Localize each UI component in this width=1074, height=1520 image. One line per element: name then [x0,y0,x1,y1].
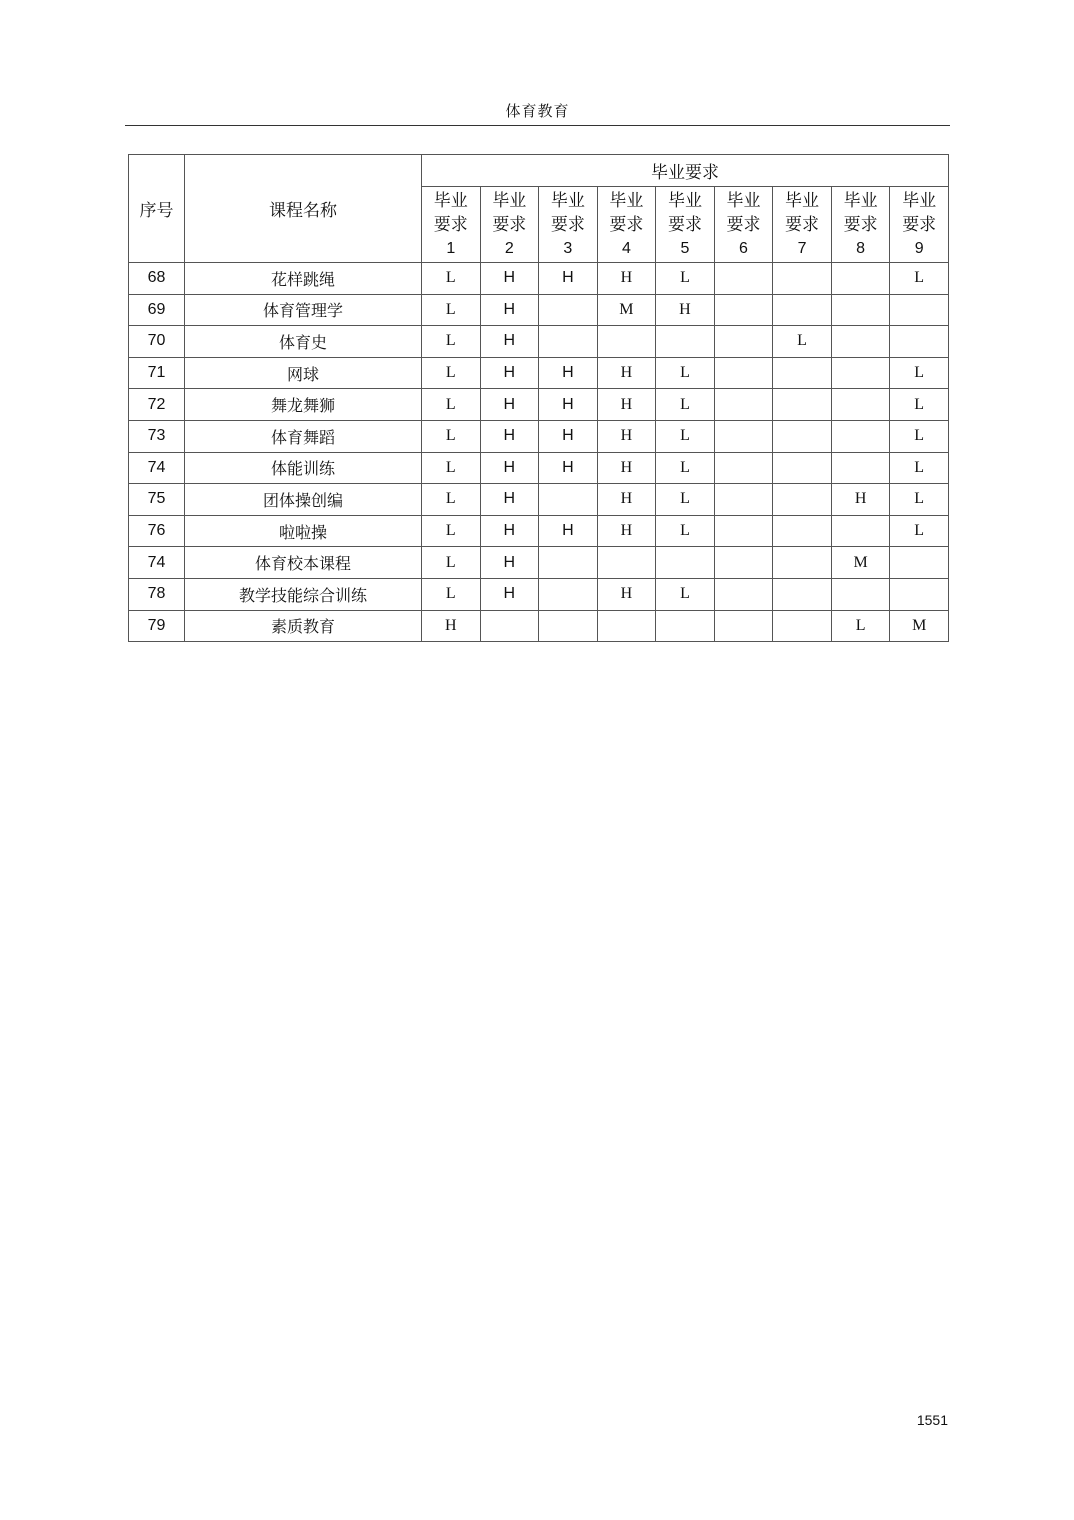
requirement-level-cell: H [539,452,598,484]
page-number: 1551 [916,1412,948,1428]
requirement-header-label-top [890,189,948,237]
course-name: 团体操创编 [185,484,422,516]
requirement-level-cell: H [422,610,481,642]
requirement-level-cell [831,389,890,421]
requirement-header-6 [714,187,773,263]
requirement-header-line: 要求 [726,214,761,235]
requirement-level-cell: L [422,420,481,452]
requirement-level-cell [714,326,773,358]
row-index: 78 [129,578,185,610]
course-name: 体育校本课程 [185,547,422,579]
requirement-level-cell: L [831,610,890,642]
requirement-level-cell [773,452,832,484]
requirement-level-cell: L [422,263,481,295]
requirement-level-cell: H [597,578,656,610]
requirement-level-cell [831,263,890,295]
requirement-header-line: 要求 [902,214,937,235]
column-header-course: 课程名称 [185,155,422,263]
requirement-level-cell [831,578,890,610]
course-name: 教学技能综合训练 [185,578,422,610]
course-name: 舞龙舞狮 [185,389,422,421]
requirement-level-cell: L [656,357,715,389]
requirement-header-number: 2 [504,239,514,257]
requirement-header-line: 毕业 [609,190,644,211]
requirement-level-cell: L [890,420,949,452]
requirement-header-number: 9 [914,239,924,257]
group-header-requirements: 毕业要求 [422,155,949,187]
row-index: 73 [129,420,185,452]
requirement-level-cell: L [656,578,715,610]
requirement-level-cell: H [597,452,656,484]
requirement-level-cell: L [890,484,949,516]
running-header: 体育教育 [505,102,570,120]
requirement-level-cell [714,420,773,452]
requirement-level-cell: L [422,578,481,610]
table-row [129,357,949,389]
row-index: 79 [129,610,185,642]
requirement-level-cell [890,326,949,358]
requirement-level-cell [773,484,832,516]
requirement-level-cell: M [831,547,890,579]
requirement-level-cell: H [539,263,598,295]
course-name: 花样跳绳 [185,263,422,295]
table-row [129,263,949,295]
requirement-header-line: 毕业 [492,190,527,211]
requirement-header-9 [890,187,949,263]
table-row [129,326,949,358]
requirement-level-cell [773,357,832,389]
header-rule [125,125,950,126]
requirement-header-label-top [539,189,597,237]
requirement-level-cell: L [773,326,832,358]
requirement-level-cell: L [656,263,715,295]
requirement-level-cell [597,610,656,642]
requirement-level-cell: L [656,452,715,484]
requirement-header-1 [422,187,481,263]
course-name: 体育舞蹈 [185,420,422,452]
requirement-header-line: 毕业 [785,190,820,211]
requirement-level-cell: L [890,263,949,295]
requirement-header-4 [597,187,656,263]
requirement-level-cell [773,294,832,326]
table-row [129,389,949,421]
requirement-header-line: 要求 [785,214,820,235]
requirement-level-cell: H [480,578,539,610]
requirement-level-cell [539,326,598,358]
requirement-header-line: 要求 [550,214,585,235]
table-row [129,484,949,516]
row-index: 69 [129,294,185,326]
requirement-level-cell: L [656,484,715,516]
requirement-level-cell [831,452,890,484]
requirement-header-line: 毕业 [667,190,702,211]
requirement-level-cell: H [480,484,539,516]
column-header-index: 序号 [129,155,185,263]
requirement-level-cell: H [539,389,598,421]
requirement-level-cell: M [597,294,656,326]
requirement-level-cell [831,420,890,452]
table-row [129,610,949,642]
requirement-header-5 [656,187,715,263]
requirement-level-cell: L [656,515,715,547]
requirement-header-line: 要求 [843,214,878,235]
requirement-level-cell [773,515,832,547]
requirement-level-cell [714,389,773,421]
requirement-header-line: 毕业 [843,190,878,211]
requirement-level-cell: H [597,420,656,452]
requirement-level-cell: H [539,357,598,389]
requirement-header-number: 6 [739,239,748,257]
requirement-header-number: 5 [680,239,690,257]
requirement-header-number: 8 [856,239,866,257]
requirement-level-cell: H [480,452,539,484]
row-index: 70 [129,326,185,358]
course-name: 体育史 [185,326,422,358]
requirement-level-cell [656,326,715,358]
requirement-level-cell: L [656,420,715,452]
graduation-requirements-table [128,154,949,642]
requirement-level-cell [831,326,890,358]
requirement-level-cell: H [539,515,598,547]
requirement-header-label-top [422,189,480,237]
requirement-level-cell [714,578,773,610]
requirement-header-2 [480,187,539,263]
requirement-header-label-top [715,189,773,237]
table-row [129,515,949,547]
course-name: 啦啦操 [185,515,422,547]
table-header-row [129,155,949,187]
requirement-header-line: 毕业 [433,190,468,211]
row-index: 76 [129,515,185,547]
requirement-level-cell [539,547,598,579]
requirement-level-cell [539,578,598,610]
requirement-level-cell: H [539,420,598,452]
requirement-level-cell [714,547,773,579]
requirement-level-cell: H [597,389,656,421]
requirement-level-cell [773,578,832,610]
requirement-level-cell: L [890,389,949,421]
requirement-level-cell [597,326,656,358]
table-body [129,263,949,642]
requirement-header-line: 要求 [492,214,527,235]
requirement-header-3 [539,187,598,263]
requirement-level-cell [831,357,890,389]
course-name: 体能训练 [185,452,422,484]
requirement-header-label-top [656,189,714,237]
requirement-level-cell [890,578,949,610]
requirement-header-number: 1 [446,239,456,257]
requirement-header-number: 3 [563,239,573,257]
requirement-level-cell: H [597,357,656,389]
requirement-level-cell [714,263,773,295]
requirement-level-cell: L [422,357,481,389]
requirement-level-cell: L [422,515,481,547]
requirement-level-cell [773,610,832,642]
requirement-level-cell [773,389,832,421]
row-index: 74 [129,452,185,484]
requirement-header-label-top [481,189,539,237]
requirement-header-label-top [598,189,656,237]
requirement-level-cell: H [656,294,715,326]
requirement-level-cell [890,294,949,326]
requirement-level-cell: L [656,389,715,421]
table-row [129,578,949,610]
requirement-level-cell: H [480,389,539,421]
requirement-level-cell: H [597,263,656,295]
course-name: 网球 [185,357,422,389]
course-name: 体育管理学 [185,294,422,326]
requirement-level-cell [539,294,598,326]
requirement-header-line: 毕业 [902,190,937,211]
table-row [129,452,949,484]
requirement-level-cell: H [831,484,890,516]
requirement-level-cell [656,547,715,579]
requirement-level-cell [714,515,773,547]
requirement-header-label-top [773,189,831,237]
requirement-header-line: 要求 [433,214,468,235]
requirement-header-line: 要求 [609,214,644,235]
requirement-level-cell: L [890,515,949,547]
requirement-level-cell [656,610,715,642]
requirement-level-cell [714,357,773,389]
requirement-level-cell: H [480,515,539,547]
requirement-level-cell [480,610,539,642]
requirement-level-cell: L [422,452,481,484]
requirement-level-cell [831,515,890,547]
requirement-level-cell: H [480,294,539,326]
requirement-level-cell [773,420,832,452]
requirement-level-cell: H [480,547,539,579]
requirement-level-cell: L [422,484,481,516]
requirement-level-cell [773,547,832,579]
requirement-level-cell: L [422,294,481,326]
requirement-level-cell: H [480,420,539,452]
requirement-level-cell [831,294,890,326]
requirement-level-cell [890,547,949,579]
requirement-level-cell: H [480,326,539,358]
table-row [129,547,949,579]
requirement-header-line: 要求 [667,214,702,235]
row-index: 74 [129,547,185,579]
requirement-header-line: 毕业 [550,190,585,211]
requirement-header-line: 毕业 [726,190,761,211]
row-index: 72 [129,389,185,421]
requirement-level-cell [773,263,832,295]
requirement-level-cell [714,484,773,516]
requirement-level-cell: M [890,610,949,642]
requirement-level-cell: L [422,389,481,421]
requirement-level-cell: L [890,357,949,389]
requirement-level-cell: L [422,547,481,579]
requirement-header-number: 7 [797,239,807,257]
requirement-level-cell: H [480,357,539,389]
row-index: 68 [129,263,185,295]
requirement-level-cell [714,452,773,484]
row-index: 75 [129,484,185,516]
table-row [129,420,949,452]
row-index: 71 [129,357,185,389]
requirement-level-cell [714,610,773,642]
requirement-header-7 [773,187,832,263]
requirement-header-label-top [832,189,890,237]
requirement-level-cell: L [422,326,481,358]
requirement-level-cell [714,294,773,326]
table-row [129,294,949,326]
course-name: 素质教育 [185,610,422,642]
requirement-header-8 [831,187,890,263]
requirement-level-cell [539,484,598,516]
requirement-level-cell: H [480,263,539,295]
requirement-level-cell: L [890,452,949,484]
requirement-header-number: 4 [621,239,631,257]
requirement-level-cell [597,547,656,579]
requirement-level-cell: H [597,484,656,516]
requirement-level-cell [539,610,598,642]
requirement-level-cell: H [597,515,656,547]
